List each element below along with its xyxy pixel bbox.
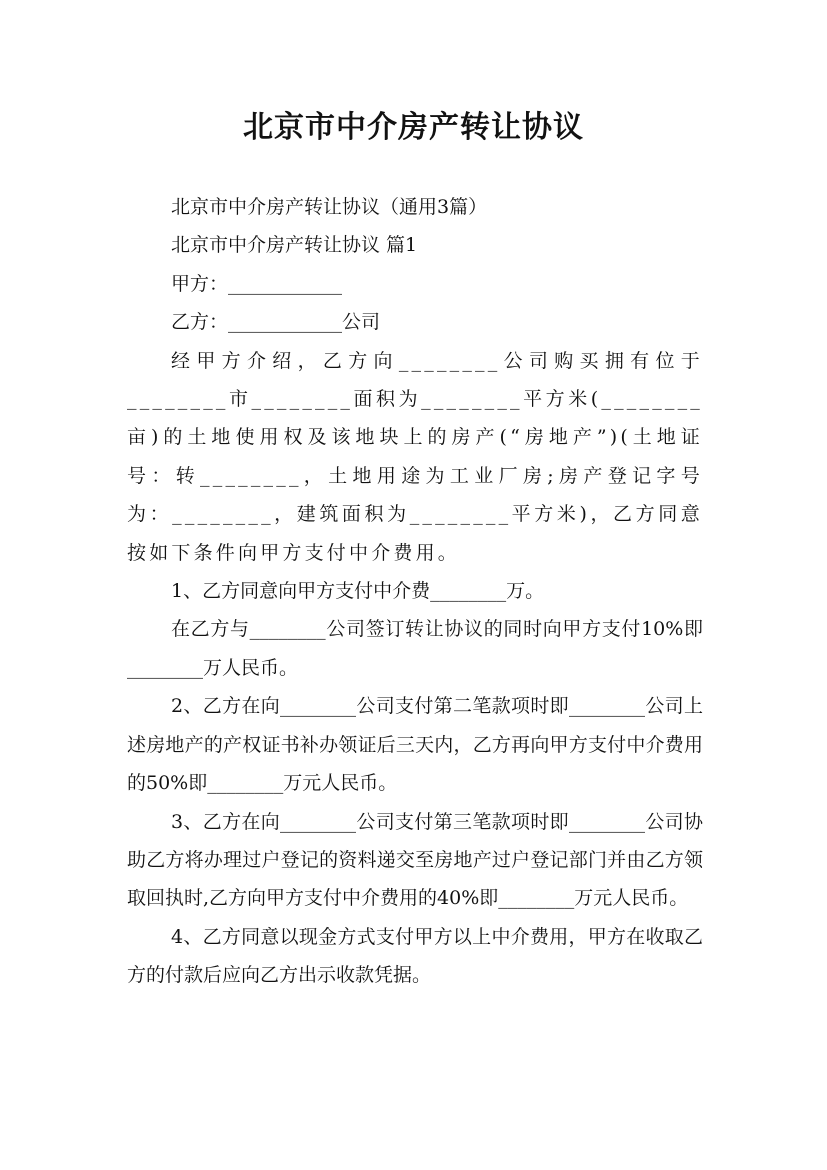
section-heading: 北京市中介房产转让协议 篇1: [171, 234, 418, 257]
document-subtitle: 北京市中介房产转让协议（通用3篇）: [171, 196, 488, 218]
paragraph-clause-2: 2、乙方在向________公司支付第二笔款项时即________公司上述房地产的产权证书补办领证后三天内，乙方再向甲方支付中介费用的50%即________万元人民币。: [127, 695, 703, 795]
document-title: 北京市中介房产转让协议: [243, 110, 584, 145]
paragraph-clause-1: 1、乙方同意向甲方支付中介费________万。: [171, 580, 545, 603]
party-a-line: 甲方：____________: [171, 272, 343, 295]
paragraph-clause-4: 4、乙方同意以现金方式支付甲方以上中介费用，甲方在收取乙方的付款后应向乙方出示收款凭据。: [127, 925, 703, 987]
paragraph-clause-3: 3、乙方在向________公司支付第三笔款项时即________公司协助乙方将办理过户登记的资料递交至房地产过户登记部门并由乙方领取回执时,乙方向甲方支付中介费用的40%即________万元人民币。: [127, 810, 703, 910]
paragraph-clause-1-detail: 在乙方与________公司签订转让协议的同时向甲方支付10%即________万人民币。: [127, 618, 703, 679]
paragraph-intro: 经甲方介绍，乙方向________公司购买拥有位于________市________面积为________平方米(________亩)的土地使用权及该地块上的房产(“房地产”)(土地证号：转________，土地用途为工业厂房;房产登记字号为：________，建筑面积为________平方米)，乙方同意按如下条件向甲方支付中介费用。: [127, 349, 703, 564]
party-b-line: 乙方：____________公司: [171, 311, 381, 334]
document-body: [127, 188, 703, 995]
